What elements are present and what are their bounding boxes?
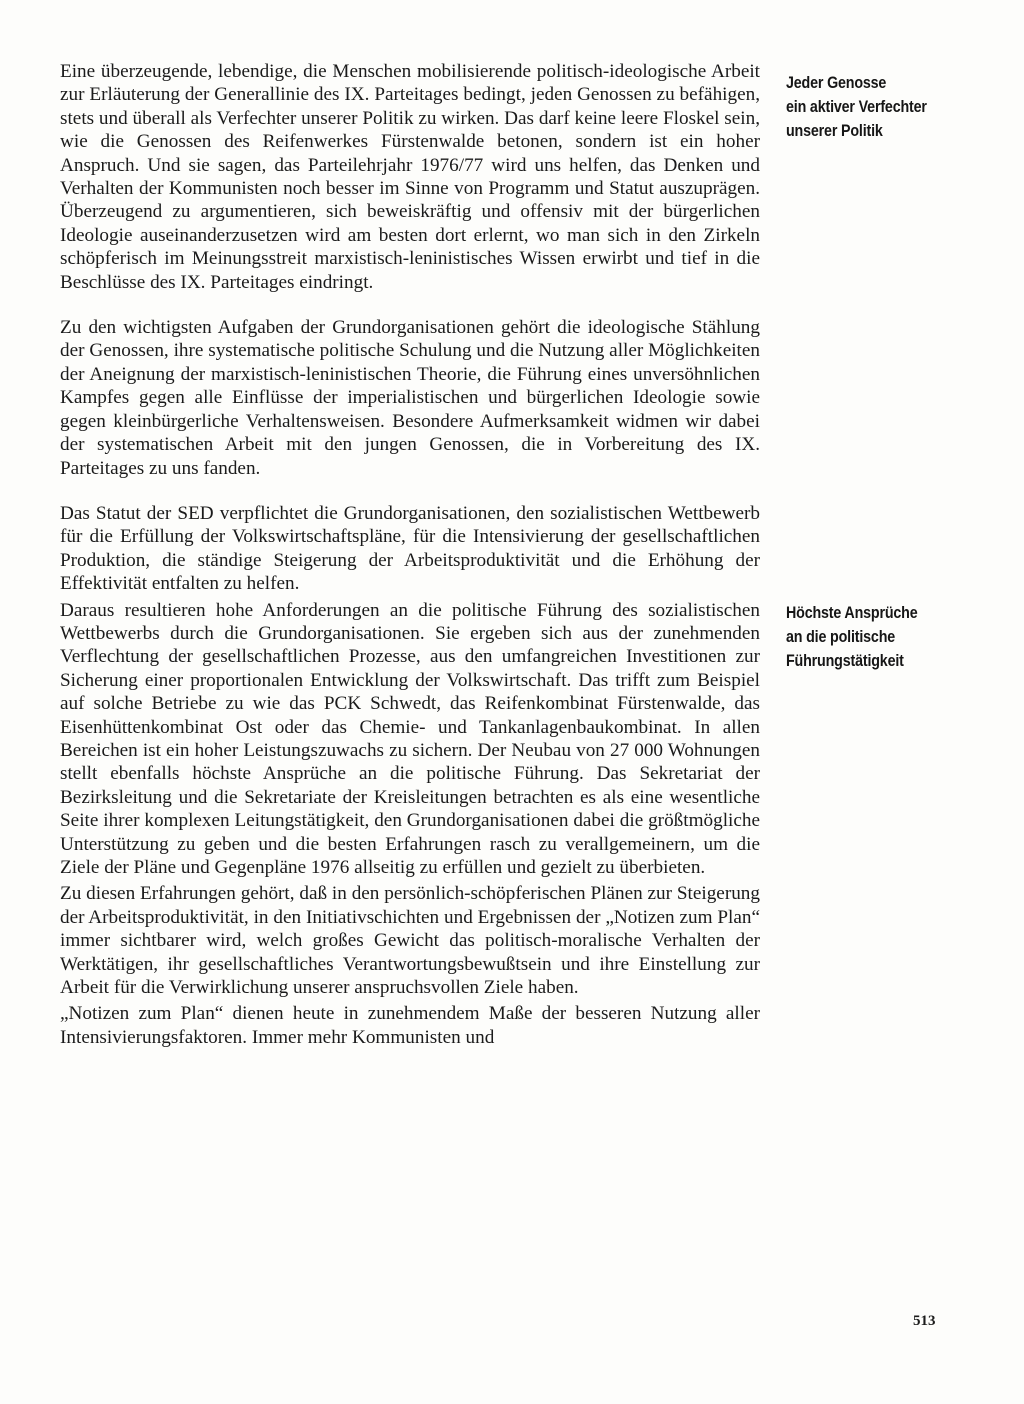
marginal-note-line: unserer Politik bbox=[786, 121, 883, 140]
paragraph-sed-statute: Das Statut der SED verpflichtet die Grundorganisationen, den sozialistischen Wettbewerb für die Erfüllung der Volkswirtschaftspläne, für die Intensivierung der gesellschaftlichen Produktion, die ständige Steigerung der Arbeitsproduktivität und die Erhöhung der Effektivität entfalten zu helfen. bbox=[60, 502, 760, 595]
marginal-note-line: Jeder Genosse bbox=[786, 73, 887, 92]
marginal-note-line: ein aktiver Verfechter bbox=[786, 97, 927, 116]
marginal-note-fuehrungstaetigkeit bbox=[786, 601, 954, 673]
marginal-note-line: Höchste Ansprüche bbox=[786, 603, 918, 622]
marginal-note-verfechter bbox=[786, 71, 954, 143]
page-number: 513 bbox=[913, 1313, 936, 1329]
paragraph-political-leadership: Daraus resultieren hohe Anforderungen an die politische Führung des sozialistischen Wettbewerbs durch die Grundorganisationen. Sie ergeben sich aus der zunehmenden Verflechtung der gesellschaftlichen Prozesse, aus den umfangreichen Investitionen zur Sicherung einer proportionalen Entwicklung der Volkswirtschaft. Das trifft zum Beispiel auf solche Betriebe zu wie das PCK Schwedt, das Reifenkombinat Fürstenwalde, das Eisenhüttenkombinat Ost oder das Chemie- und Tankanlagenbaukombinat. In allen Bereichen ist ein hoher Leistungszuwachs zu sichern. Der Neubau von 27 000 Wohnungen stellt ebenfalls höchste Ansprüche an die politische Führung. Das Sekretariat der Bezirksleitung und die Sekretariate der Kreisleitungen betrachten es als eine wesentliche Seite ihrer komplexen Leitungstätigkeit, den Grundorganisationen dabei die größtmögliche Unterstützung zu geben und die besten Erfahrungen rasch zu verallgemeinern, um die Ziele der Pläne und Gegenpläne 1976 allseitig zu erfüllen und gezielt zu überbieten. bbox=[60, 599, 760, 878]
marginal-note-line: Führungstätigkeit bbox=[786, 651, 904, 670]
paragraph-experiences: Zu diesen Erfahrungen gehört, daß in den persönlich-schöpferischen Plänen zur Steigerung der Arbeitsproduktivität, in den Initiativschichten und Ergebnissen der „Notizen zum Plan“ immer sichtbarer wird, welch großes Gewicht das politisch-moralische Verhalten der Werktätigen, ihr gesellschaftliches Verantwortungsbewußtsein und ihre Einstellung zur Arbeit für die Verwirklichung unserer anspruchsvollen Ziele haben. bbox=[60, 883, 760, 999]
paragraph-ideological-work: Eine überzeugende, lebendige, die Menschen mobilisierende politisch-ideologische Arbeit zur Erläuterung der Generallinie des IX. Parteitages bedingt, jeden Genossen zu befähigen, stets und überall als Verfechter unserer Politik zu wirken. Das darf keine leere Floskel sein, wie die Genossen des Reifenwerkes Fürstenwalde betonen, sondern ist ein hoher Anspruch. Und sie sagen, das Parteilehrjahr 1976/77 wird uns helfen, das Denken und Verhalten der Kommunisten noch besser im Sinne von Programm und Statut auszuprägen. Überzeugend zu argumentieren, sich beweiskräftig und offensiv mit der bürgerlichen Ideologie auseinanderzusetzen wird am besten dort erlernt, wo man sich in den Zirkeln schöpferisch im Meinungsstreit marxistisch-leninistisches Wissen erwirbt und tief in die Beschlüsse des IX. Parteitages eindringt. bbox=[60, 61, 760, 293]
paragraph-basic-organisations-tasks: Zu den wichtigsten Aufgaben der Grundorganisationen gehört die ideologische Stählung der Genossen, ihre systematische politische Schulung und die Nutzung aller Möglichkeiten der Aneignung der marxistisch-leninistischen Theorie, die Führung eines unversöhnlichen Kampfes gegen alle Einflüsse der imperialistischen und bürgerlichen Ideologie sowie gegen kleinbürgerliche Verhaltensweisen. Besondere Aufmerksamkeit widmen wir dabei der systematischen Arbeit mit den jungen Genossen, die in Vorbereitung des IX. Parteitages zu uns fanden. bbox=[60, 317, 760, 479]
marginal-note-line: an die politische bbox=[786, 627, 896, 646]
main-text-column bbox=[60, 60, 760, 1049]
paragraph-notizen-zum-plan: „Notizen zum Plan“ dienen heute in zunehmendem Maße der besseren Nutzung aller Intensivierungsfaktoren. Immer mehr Kommunisten und bbox=[60, 1003, 760, 1048]
